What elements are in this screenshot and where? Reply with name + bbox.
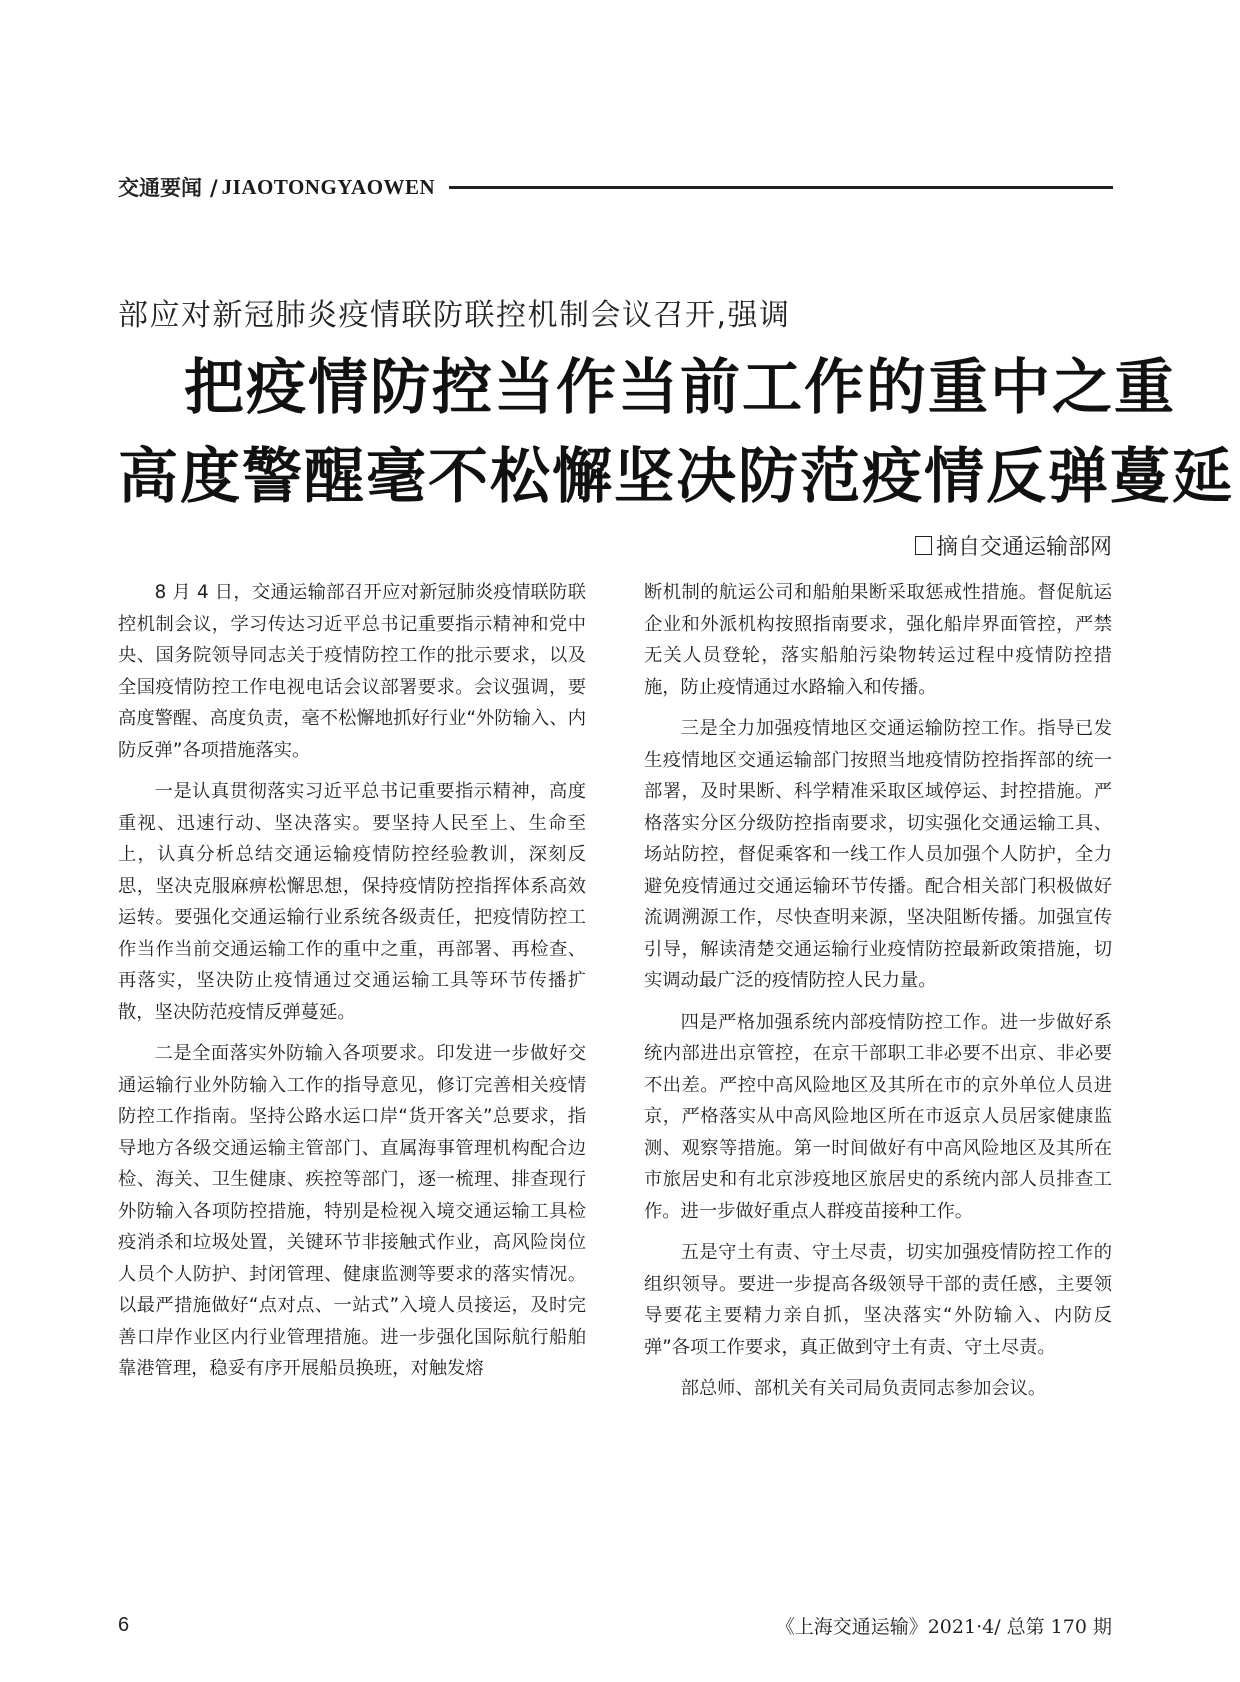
article-column-left <box>118 577 586 1395</box>
square-icon <box>915 536 932 555</box>
section-name: 交通要闻 <box>118 175 202 200</box>
article-title-line-1: 把疫情防控当作当前工作的重中之重 <box>184 353 1176 423</box>
paragraph: 8 月 4 日，交通运输部召开应对新冠肺炎疫情联防联控机制会议，学习传达习近平总书记重要指示精神和党中央、国务院领导同志关于疫情防控工作的批示要求，以及全国疫情防控工作电视电话会议部署要求。会议强调，要高度警醒、高度负责，毫不松懈地抓好行业“外防输入、内防反弹”各项措施落实。 <box>118 582 586 761</box>
header-rule <box>449 186 1113 189</box>
article-subtitle: 部应对新冠肺炎疫情联防联控机制会议召开,强调 <box>118 298 791 333</box>
section-separator: / <box>210 174 218 200</box>
journal-issue: 《上海交通运输》2021·4/ 总第 170 期 <box>775 1616 1112 1638</box>
article-source <box>915 530 1112 561</box>
paragraph: 三是全力加强疫情地区交通运输防控工作。指导已发生疫情地区交通运输部门按照当地疫情防控指挥部的统一部署，及时果断、科学精准采取区域停运、封控措施。严格落实分区分级防控指南要求，切实强化交通运输工具、场站防控，督促乘客和一线工作人员加强个人防护，全力避免疫情通过交通运输环节传播。配合相关部门积极做好流调溯源工作，尽快查明来源，坚决阻断传播。加强宣传引导，解读清楚交通运输行业疫情防控最新政策措施，切实调动最广泛的疫情防控人民力量。 <box>644 718 1112 991</box>
paragraph: 一是认真贯彻落实习近平总书记重要指示精神，高度重视、迅速行动、坚决落实。要坚持人民至上、生命至上，认真分析总结交通运输疫情防控经验教训，深刻反思，坚决克服麻痹松懈思想，保持疫情防控指挥体系高效运转。要强化交通运输行业系统各级责任，把疫情防控工作当作当前交通运输工作的重中之重，再部署、再检查、再落实，坚决防止疫情通过交通运输工具等环节传播扩散，坚决防范疫情反弹蔓延。 <box>118 781 586 1023</box>
article-source-text: 摘自交通运输部网 <box>935 535 1112 560</box>
article-title-line-2: 高度警醒毫不松懈坚决防范疫情反弹蔓延 <box>118 442 1234 512</box>
paragraph: 部总师、部机关有关司局负责同志参加会议。 <box>680 1378 1047 1399</box>
paragraph: 五是守土有责、守土尽责，切实加强疫情防控工作的组织领导。要进一步提高各级领导干部的责任感，主要领导要花主要精力亲自抓，坚决落实“外防输入、内防反弹”各项工作要求，真正做到守土有责、守土尽责。 <box>644 1242 1112 1358</box>
paragraph-continuation: 断机制的航运公司和船舶果断采取惩戒性措施。督促航运企业和外派机构按照指南要求，强化船岸界面管控，严禁无关人员登轮，落实船舶污染物转运过程中疫情防控措施，防止疫情通过水路输入和传播。 <box>644 582 1112 698</box>
paragraph: 二是全面落实外防输入各项要求。印发进一步做好交通运输行业外防输入工作的指导意见，修订完善相关疫情防控工作指南。坚持公路水运口岸“货开客关”总要求，指导地方各级交通运输主管部门、直属海事管理机构配合边检、海关、卫生健康、疾控等部门，逐一梳理、排查现行外防输入各项防控措施，特别是检视入境交通运输工具检疫消杀和垃圾处置，关键环节非接触式作业，高风险岗位人员个人防护、封闭管理、健康监测等要求的落实情况。以最严措施做好“点对点、一站式”入境人员接运，及时完善口岸作业区内行业管理措施。进一步强化国际航行船舶靠港管理，稳妥有序开展船员换班，对触发熔 <box>118 1043 586 1379</box>
article-column-right <box>644 577 1112 1415</box>
section-header <box>118 170 1113 204</box>
page-number: 6 <box>118 1614 130 1636</box>
paragraph: 四是严格加强系统内部疫情防控工作。进一步做好系统内部进出京管控，在京干部职工非必要不出京、非必要不出差。严控中高风险地区及其所在市的京外单位人员进京，严格落实从中高风险地区所在市返京人员居家健康监测、观察等措施。第一时间做好有中高风险地区及其所在市旅居史和有北京涉疫地区旅居史的系统内部人员排查工作。进一步做好重点人群疫苗接种工作。 <box>644 1011 1112 1222</box>
section-name-latin: JIAOTONGYAOWEN <box>221 174 436 199</box>
